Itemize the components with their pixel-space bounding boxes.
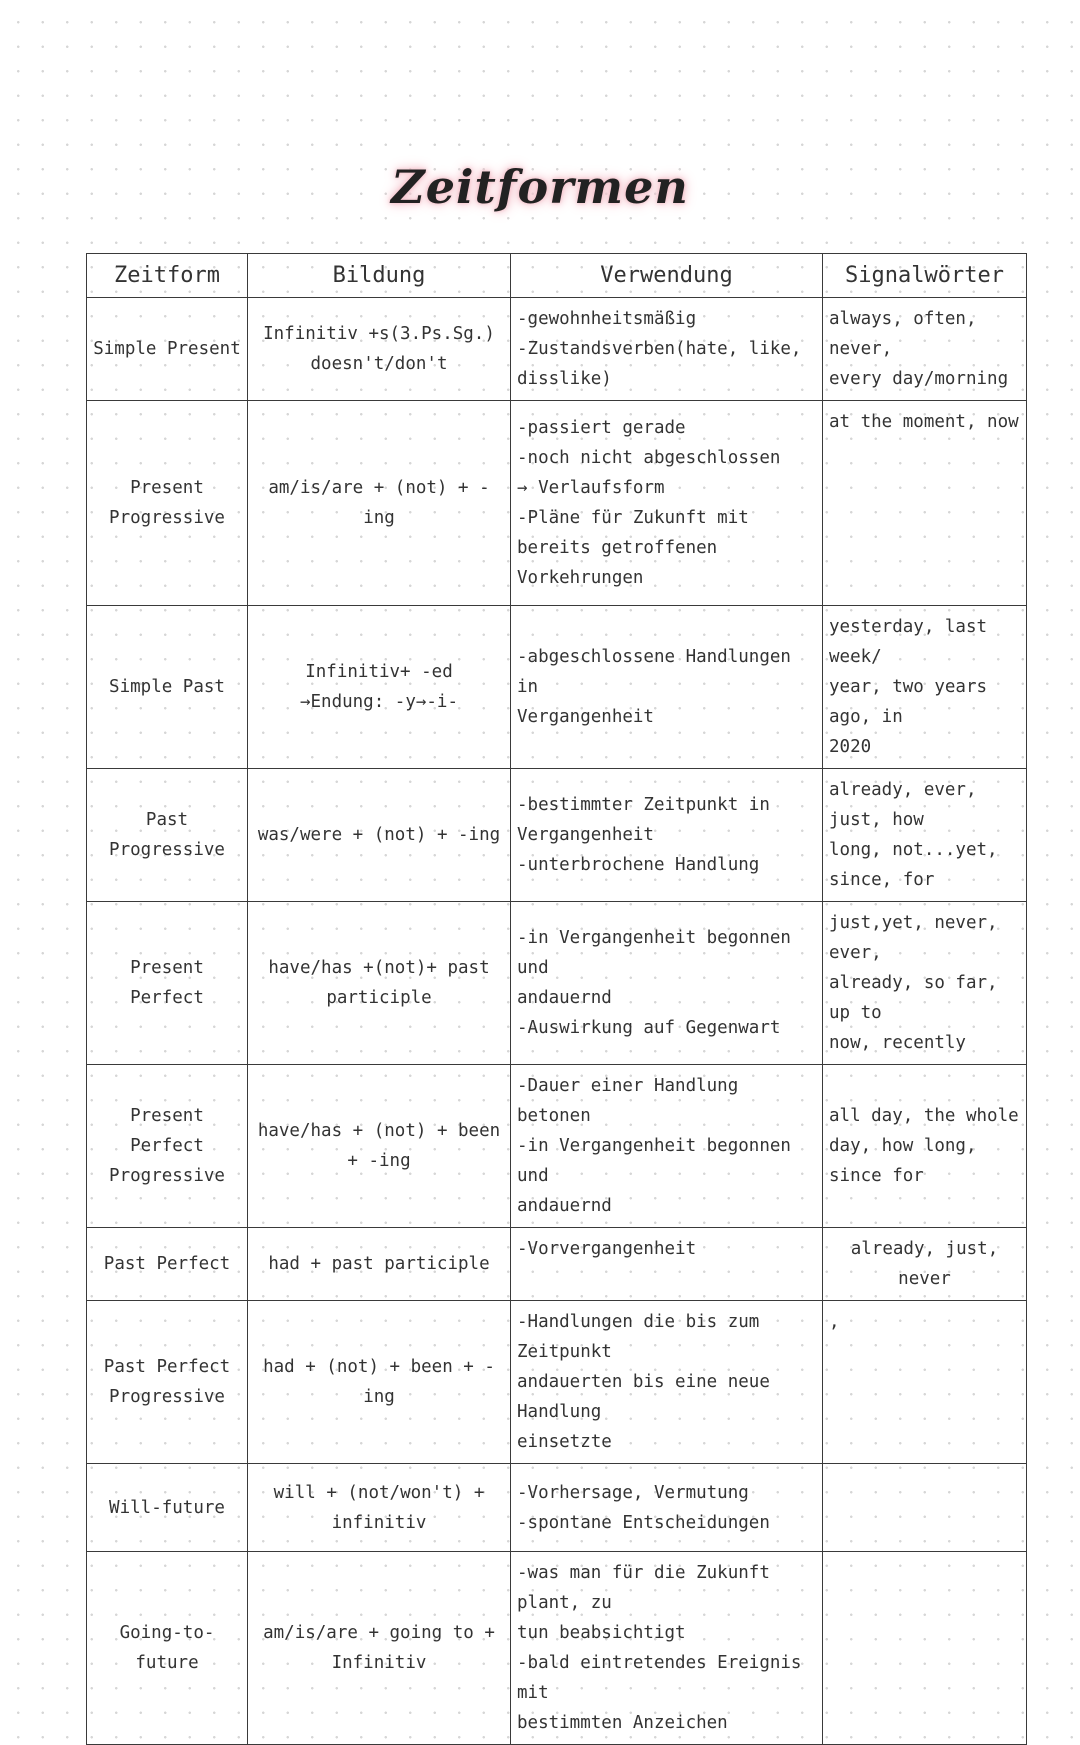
- zeitform-cell: Simple Present: [87, 298, 248, 401]
- verwendung-cell: -gewohnheitsmäßig -Zustandsverben(hate, like, disslike): [511, 298, 823, 401]
- signalwoerter-cell: [823, 1464, 1027, 1552]
- signalwoerter-cell: always, often, never, every day/morning: [823, 298, 1027, 401]
- zeitform-cell: Going-to-future: [87, 1552, 248, 1745]
- verwendung-cell: -abgeschlossene Handlungen in Vergangenheit: [511, 606, 823, 769]
- zeitform-cell: Past Progressive: [87, 769, 248, 902]
- verwendung-cell: -Dauer einer Handlung betonen -in Vergangenheit begonnen und andauernd: [511, 1065, 823, 1228]
- bildung-cell: have/has + (not) + been + -ing: [248, 1065, 511, 1228]
- zeitform-cell: Simple Past: [87, 606, 248, 769]
- bildung-cell: was/were + (not) + -ing: [248, 769, 511, 902]
- bildung-cell: have/has +(not)+ past participle: [248, 902, 511, 1065]
- table-row: [87, 606, 1027, 769]
- bildung-cell: will + (not/won't) + infinitiv: [248, 1464, 511, 1552]
- zeitform-cell: Past Perfect: [87, 1228, 248, 1301]
- table-row: [87, 1301, 1027, 1464]
- header-bildung: Bildung: [248, 254, 511, 298]
- table-row: [87, 902, 1027, 1065]
- signalwoerter-cell: already, ever, just, how long, not...yet, since, for: [823, 769, 1027, 902]
- bildung-cell: had + (not) + been + -ing: [248, 1301, 511, 1464]
- signalwoerter-cell: at the moment, now: [823, 401, 1027, 606]
- bildung-cell: Infinitiv+ -ed →Endung: -y→-i-: [248, 606, 511, 769]
- verwendung-cell: -bestimmter Zeitpunkt in Vergangenheit -unterbrochene Handlung: [511, 769, 823, 902]
- signalwoerter-cell: [823, 1552, 1027, 1745]
- header-zeitform: Zeitform: [87, 254, 248, 298]
- table-row: [87, 769, 1027, 902]
- table-row: [87, 1228, 1027, 1301]
- signalwoerter-cell: ,: [823, 1301, 1027, 1464]
- zeitform-cell: Past Perfect Progressive: [87, 1301, 248, 1464]
- table-row: [87, 1552, 1027, 1745]
- zeitform-cell: Present Perfect: [87, 902, 248, 1065]
- bildung-cell: Infinitiv +s(3.Ps.Sg.) doesn't/don't: [248, 298, 511, 401]
- table-row: [87, 401, 1027, 606]
- page-title: Zeitformen: [391, 160, 689, 214]
- verwendung-cell: -passiert gerade -noch nicht abgeschlossen → Verlaufsform -Pläne für Zukunft mit bereits getroffenen Vorkehrungen: [511, 401, 823, 606]
- table-row: [87, 1065, 1027, 1228]
- zeitform-cell: Will-future: [87, 1464, 248, 1552]
- verwendung-cell: -Vorvergangenheit: [511, 1228, 823, 1301]
- table-row: [87, 298, 1027, 401]
- header-row: [87, 254, 1027, 298]
- bildung-cell: had + past participle: [248, 1228, 511, 1301]
- zeitform-cell: Present Perfect Progressive: [87, 1065, 248, 1228]
- signalwoerter-cell: already, just, never: [823, 1228, 1027, 1301]
- zeitform-cell: Present Progressive: [87, 401, 248, 606]
- header-verwendung: Verwendung: [511, 254, 823, 298]
- tense-table: [86, 253, 1027, 1745]
- verwendung-cell: -Handlungen die bis zum Zeitpunkt andauerten bis eine neue Handlung einsetzte: [511, 1301, 823, 1464]
- bildung-cell: am/is/are + going to + Infinitiv: [248, 1552, 511, 1745]
- verwendung-cell: -Vorhersage, Vermutung -spontane Entscheidungen: [511, 1464, 823, 1552]
- verwendung-cell: -was man für die Zukunft plant, zu tun beabsichtigt -bald eintretendes Ereignis mit bestimmten Anzeichen: [511, 1552, 823, 1745]
- signalwoerter-cell: all day, the whole day, how long, since for: [823, 1065, 1027, 1228]
- signalwoerter-cell: yesterday, last week/ year, two years ago, in 2020: [823, 606, 1027, 769]
- header-signalwoerter: Signalwörter: [823, 254, 1027, 298]
- bildung-cell: am/is/are + (not) + -ing: [248, 401, 511, 606]
- verwendung-cell: -in Vergangenheit begonnen und andauernd -Auswirkung auf Gegenwart: [511, 902, 823, 1065]
- signalwoerter-cell: just,yet, never, ever, already, so far, up to now, recently: [823, 902, 1027, 1065]
- table-row: [87, 1464, 1027, 1552]
